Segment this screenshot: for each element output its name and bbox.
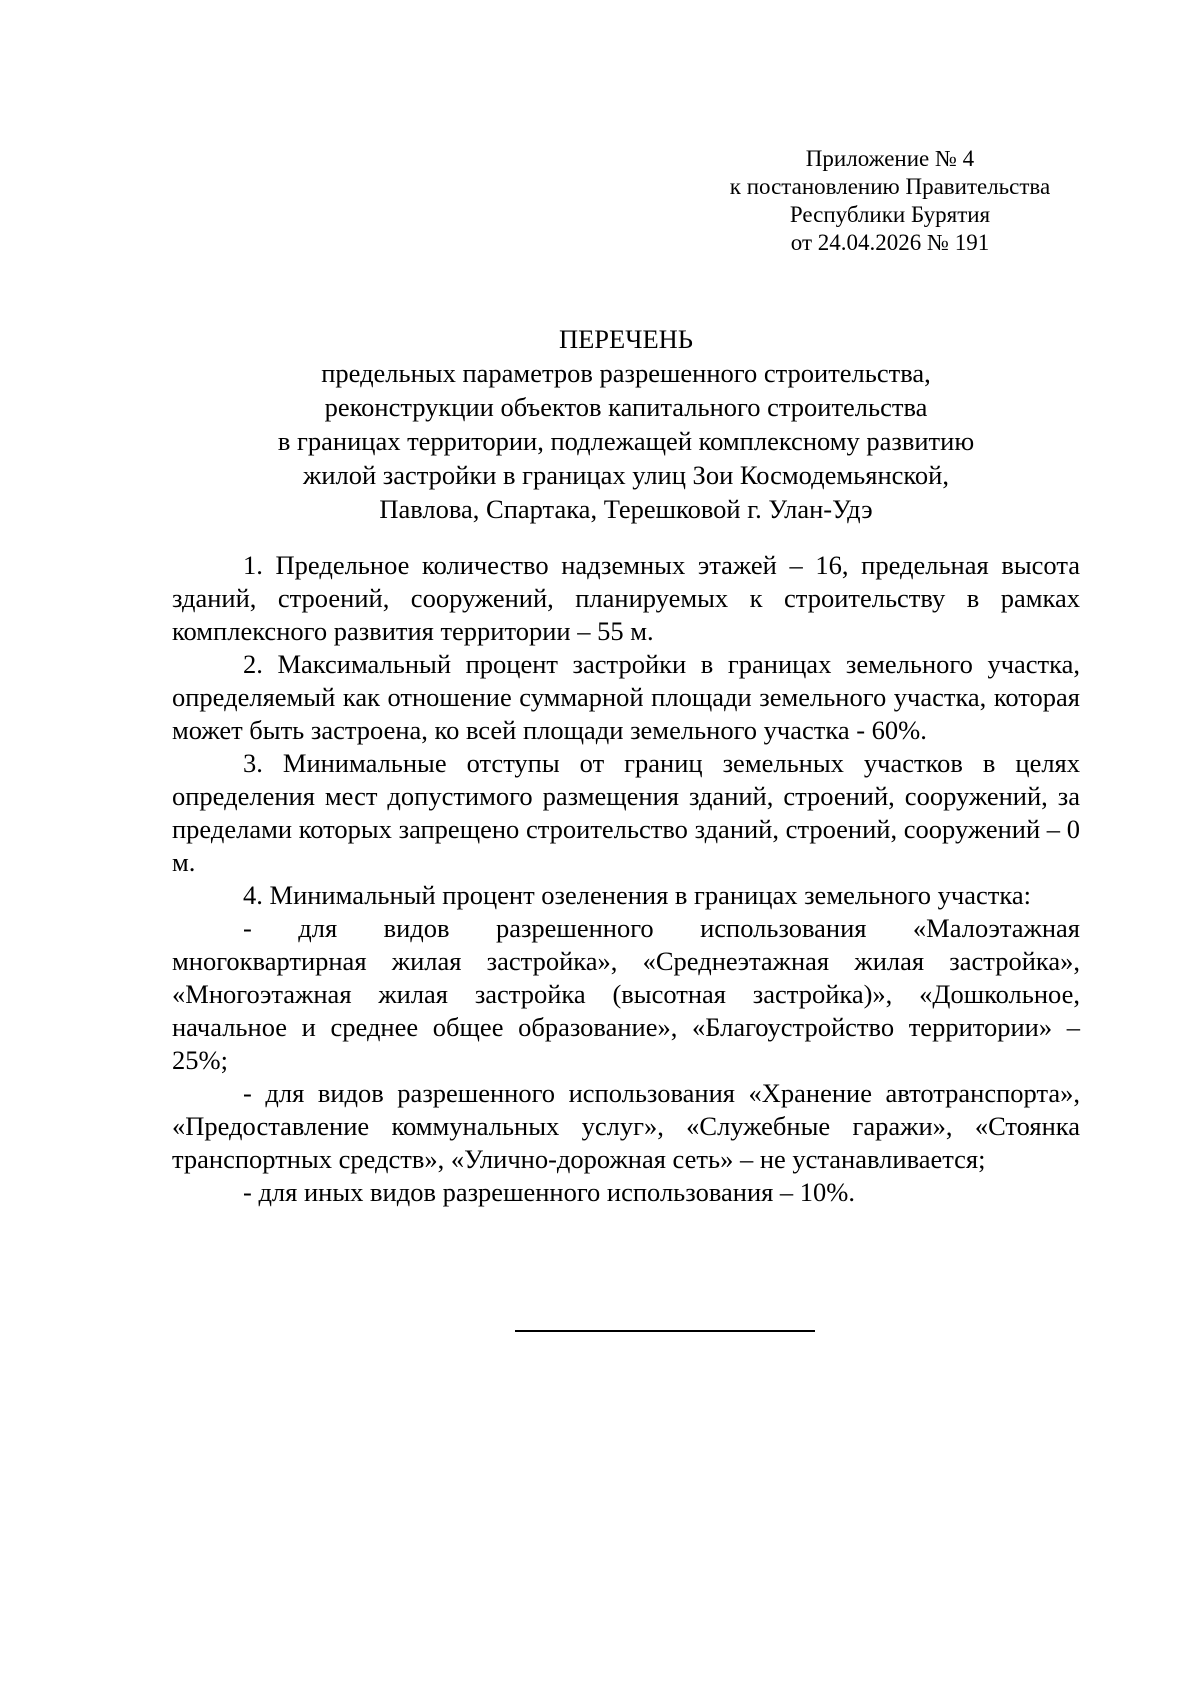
appendix-resolution-ref: к постановлению Правительства xyxy=(729,174,1051,199)
appendix-date-number: от 24.04.2026 № 191 xyxy=(790,230,990,255)
title-line-2: реконструкции объектов капитального строительства xyxy=(324,392,928,422)
paragraph-2: 2. Максимальный процент застройки в границах земельного участка, определяемый как отношение суммарной площади земельного участка, которая может быть застроена, ко всей площади земельного участка - 60%. xyxy=(172,649,1080,745)
document-title xyxy=(172,322,1080,526)
paragraph-4-item-a: - для видов разрешенного использования «Малоэтажная многоквартирная жилая застройка», «Среднеэтажная жилая застройка», «Многоэтажная жилая застройка (высотная застройка)», «Дошкольное, начальное и среднее общее образование», «Благоустройство территории» – 25%; xyxy=(172,913,1080,1075)
paragraph-4-item-b: - для видов разрешенного использования «Хранение автотранспорта», «Предоставление коммунальных услуг», «Служебные гаражи», «Стоянка транспортных средств», «Улично-дорожная сеть» – не устанавливается; xyxy=(172,1078,1080,1174)
title-line-1: предельных параметров разрешенного строительства, xyxy=(321,358,931,388)
paragraph-4-item-c: - для иных видов разрешенного использования – 10%. xyxy=(243,1177,856,1207)
appendix-number: Приложение № 4 xyxy=(805,146,975,171)
title-heading: ПЕРЕЧЕНЬ xyxy=(558,324,693,354)
paragraph-3: 3. Минимальные отступы от границ земельных участков в целях определения мест допустимого размещения зданий, строений, сооружений, за пределами которых запрещено строительство зданий, строений, сооружений – 0 м. xyxy=(172,748,1080,877)
end-divider xyxy=(515,1330,815,1332)
paragraph-1: 1. Предельное количество надземных этажей – 16, предельная высота зданий, строений, сооружений, планируемых к строительству в рамках комплексного развития территории – 55 м. xyxy=(172,550,1080,646)
title-line-5: Павлова, Спартака, Терешковой г. Улан-Удэ xyxy=(379,494,873,524)
appendix-republic: Республики Бурятия xyxy=(789,202,991,227)
appendix-header xyxy=(700,145,1080,257)
title-line-4: жилой застройки в границах улиц Зои Космодемьянской, xyxy=(303,460,949,490)
document-body xyxy=(172,549,1080,1209)
title-line-3: в границах территории, подлежащей комплексному развитию xyxy=(277,426,975,456)
paragraph-4: 4. Минимальный процент озеленения в границах земельного участка: xyxy=(243,880,1031,910)
